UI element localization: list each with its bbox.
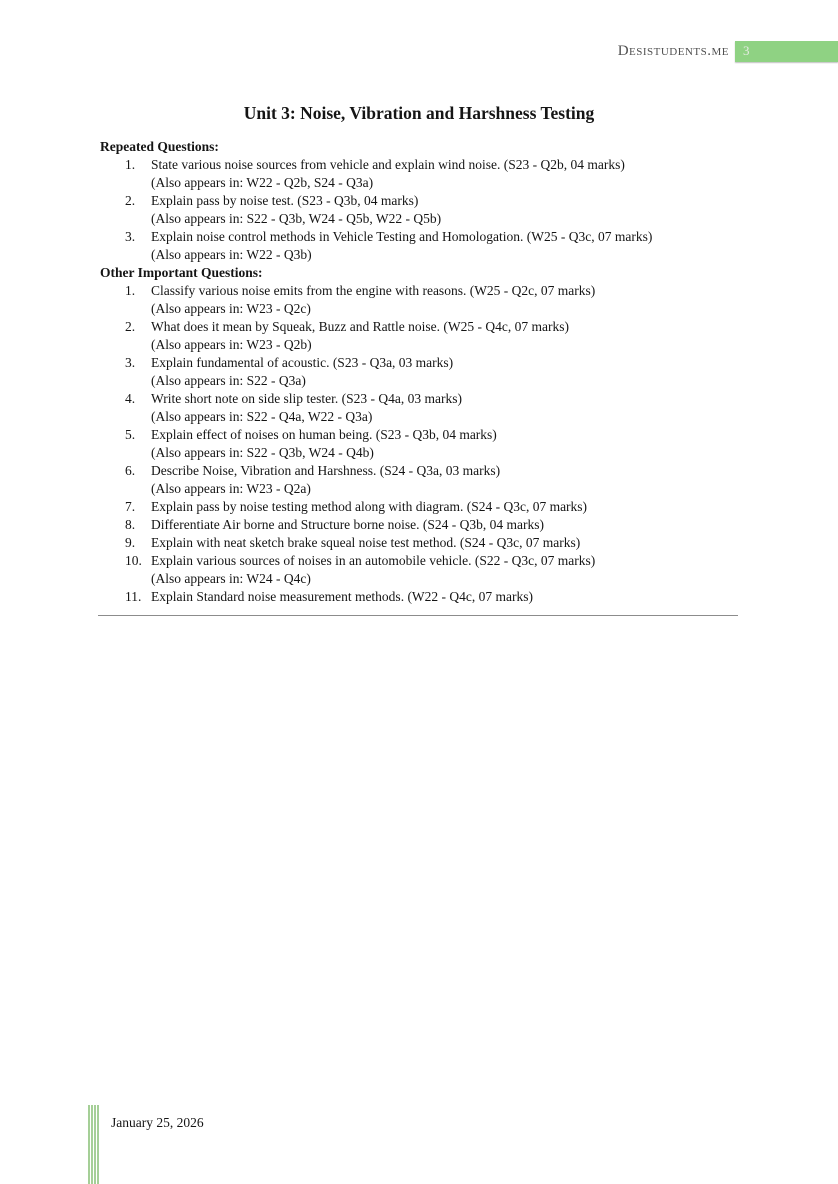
list-item [100, 516, 748, 534]
item-number: 5. [125, 427, 136, 442]
item-number: 1. [125, 157, 136, 172]
item-text: Explain various sources of noises in an automobile vehicle. (S22 - Q3c, 07 marks) [151, 553, 596, 568]
list-item [100, 156, 748, 192]
list-item [100, 426, 748, 462]
item-number: 2. [125, 319, 136, 334]
footer-accent-stripes-icon [88, 1105, 99, 1184]
item-text: Explain noise control methods in Vehicle Testing and Homologation. (W25 - Q3c, 07 marks) [151, 229, 653, 244]
item-number: 7. [125, 499, 136, 514]
item-text: Explain pass by noise test. (S23 - Q3b, 04 marks) [151, 193, 419, 208]
item-number: 10. [125, 553, 142, 568]
document-body [100, 138, 748, 616]
section-heading-other: Other Important Questions: [100, 265, 263, 280]
item-also-note: (Also appears in: S22 - Q3b, W24 - Q4b) [151, 445, 374, 460]
item-number: 4. [125, 391, 136, 406]
item-text: What does it mean by Squeak, Buzz and Rattle noise. (W25 - Q4c, 07 marks) [151, 319, 570, 334]
item-also-note: (Also appears in: W23 - Q2b) [151, 337, 312, 352]
item-number: 11. [125, 589, 142, 604]
item-number: 2. [125, 193, 136, 208]
item-number: 8. [125, 517, 136, 532]
item-number: 9. [125, 535, 136, 550]
list-item [100, 552, 748, 588]
item-number: 1. [125, 283, 136, 298]
item-text: Differentiate Air borne and Structure borne noise. (S24 - Q3b, 04 marks) [151, 517, 545, 532]
list-item [100, 462, 748, 498]
item-number: 3. [125, 229, 136, 244]
page-header [618, 40, 838, 62]
document-title: Unit 3: Noise, Vibration and Harshness Testing [243, 103, 595, 123]
list-item [100, 192, 748, 228]
item-also-note: (Also appears in: S22 - Q3b, W24 - Q5b, W22 - Q5b) [151, 211, 442, 226]
item-also-note: (Also appears in: W22 - Q3b) [151, 247, 312, 262]
list-item [100, 318, 748, 354]
footer-date: January 25, 2026 [111, 1115, 204, 1130]
site-name: Desistudents.me [617, 42, 729, 59]
item-text: Explain fundamental of acoustic. (S23 - Q3a, 03 marks) [151, 355, 454, 370]
section-heading-repeated: Repeated Questions: [100, 139, 219, 154]
list-item [100, 534, 748, 552]
item-text: Explain pass by noise testing method along with diagram. (S24 - Q3c, 07 marks) [151, 499, 588, 514]
list-item [100, 282, 748, 318]
item-text: Explain Standard noise measurement methods. (W22 - Q4c, 07 marks) [151, 589, 534, 604]
item-also-note: (Also appears in: S22 - Q4a, W22 - Q3a) [151, 409, 373, 424]
item-also-note: (Also appears in: W24 - Q4c) [151, 571, 311, 586]
item-also-note: (Also appears in: W22 - Q2b, S24 - Q3a) [151, 175, 374, 190]
item-text: Write short note on side slip tester. (S23 - Q4a, 03 marks) [151, 391, 463, 406]
item-number: 6. [125, 463, 136, 478]
page-number-badge [735, 41, 838, 62]
item-text: State various noise sources from vehicle and explain wind noise. (S23 - Q2b, 04 marks) [151, 157, 625, 172]
list-item [100, 354, 748, 390]
item-text: Classify various noise emits from the engine with reasons. (W25 - Q2c, 07 marks) [151, 283, 596, 298]
item-text: Explain with neat sketch brake squeal noise test method. (S24 - Q3c, 07 marks) [151, 535, 581, 550]
section-divider [98, 615, 738, 616]
list-item [100, 498, 748, 516]
list-item [100, 588, 748, 606]
item-also-note: (Also appears in: W23 - Q2c) [151, 301, 311, 316]
page-number: 3 [743, 43, 750, 58]
item-number: 3. [125, 355, 136, 370]
list-item [100, 228, 748, 264]
item-also-note: (Also appears in: S22 - Q3a) [151, 373, 306, 388]
item-also-note: (Also appears in: W23 - Q2a) [151, 481, 311, 496]
item-text: Describe Noise, Vibration and Harshness. (S24 - Q3a, 03 marks) [151, 463, 501, 478]
item-text: Explain effect of noises on human being. (S23 - Q3b, 04 marks) [151, 427, 497, 442]
list-item [100, 390, 748, 426]
